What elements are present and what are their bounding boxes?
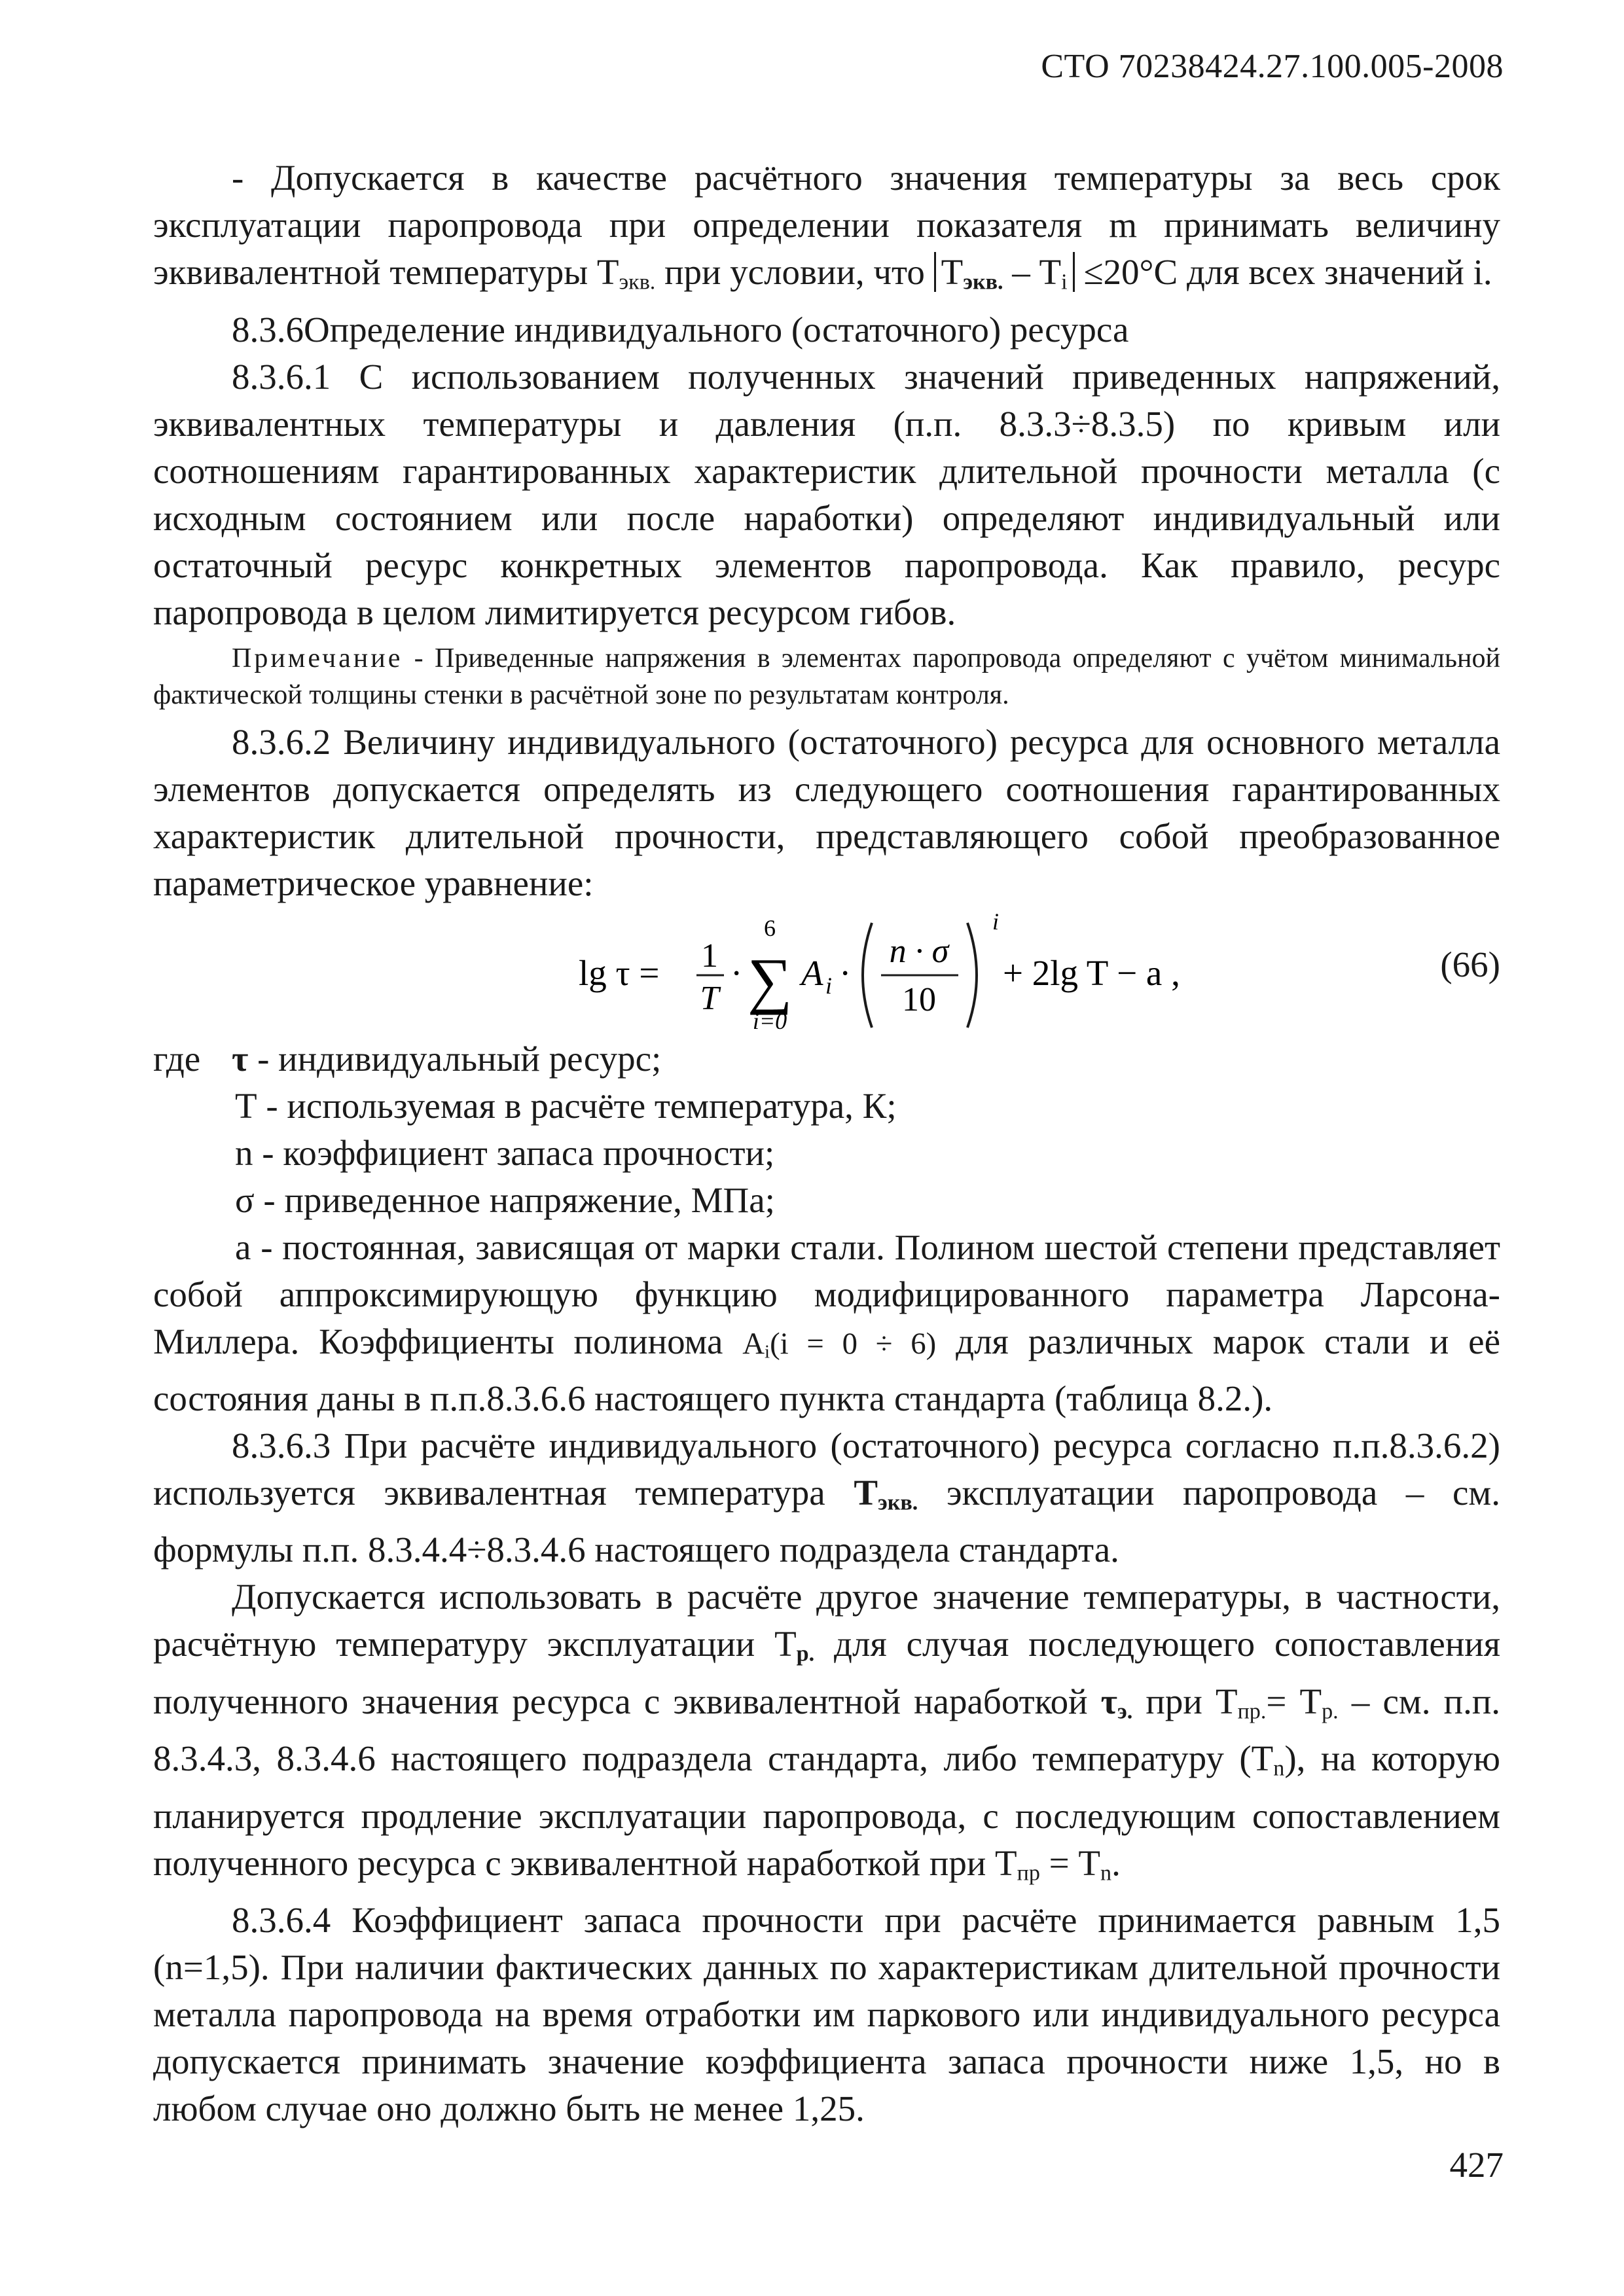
definition-t: Т - используемая в расчёте температура, К; (235, 1085, 897, 1126)
formula-dot-2: · (839, 952, 852, 993)
text-run: при условии, что (655, 252, 934, 292)
text-run: . (1111, 1842, 1121, 1883)
formula-exp: i (992, 910, 1000, 935)
formula-sum-top: 6 (764, 914, 776, 941)
note-text: - Приведенные напряжения в элементах паропровода определяют с учётом минимальной фактической толщины стенки в расчётной зоне по результатам контроля. (153, 643, 1500, 710)
subscript: n (1100, 1861, 1112, 1886)
subscript: р. (796, 1641, 815, 1666)
subscript: пр (1017, 1861, 1040, 1886)
left-paren-icon (863, 923, 872, 1028)
formula-sum-bot: i=0 (752, 1007, 787, 1034)
text-run: - индивидуальный ресурс; (248, 1038, 662, 1079)
paragraph-8-3-6-2: 8.3.6.2 Величину индивидуального (остаточного) ресурса для основного металла элементов допускается определять из следующего соотношения гарантированных характеристик длительной прочности, представляющего собой преобразованное параметрическое уравнение: (153, 721, 1500, 903)
text-run: a - постоянная, зависящая от марки стали. Полином шестой степени представляет собой аппроксимирующую функцию модифицированного параметра Ларсона-Миллера. Коэффициенты полинома (153, 1227, 1500, 1361)
paragraph-8-3-6-1: 8.3.6.1 С использованием полученных значений приведенных напряжений, эквивалентных температуры и давления (п.п. 8.3.3÷8.3.5) по кривым или соотношениям гарантированных характеристик длительной прочности металла (с исходным состоянием или после наработки) определяют индивидуальный или остаточный ресурс конкретных элементов паропровода. Как правило, ресурс паропровода в целом лимитируется ресурсом гибов. (153, 356, 1500, 632)
text-run: - Допускается в качестве расчётного значения температуры за весь срок эксплуатации паропровода при определении показателя m принимать величину эквивалентной температуры Т (153, 158, 1500, 292)
subscript: i (765, 1340, 770, 1362)
text-run: – Т (1003, 252, 1062, 292)
text-run: = Т (1039, 1842, 1101, 1883)
section-heading-8-3-6: 8.3.6Определение индивидуального (остаточного) ресурса (232, 309, 1129, 350)
subscript: пр. (1237, 1699, 1267, 1724)
page-number: 427 (1449, 2145, 1504, 2185)
formula-inner-num: n · σ (889, 932, 949, 970)
definition-sigma: σ - приведенное напряжение, МПа; (235, 1179, 775, 1220)
subscript: экв. (878, 1490, 918, 1515)
formula-66 (153, 911, 1500, 1035)
paragraph-alternative-temperature (153, 1573, 1500, 1897)
formula-frac-den: T (700, 979, 719, 1017)
formula-dot: · (731, 952, 743, 993)
paragraph-8-3-6-3 (153, 1422, 1500, 1574)
formula-inner-den: 10 (902, 980, 936, 1018)
right-paren-icon (967, 923, 977, 1028)
paragraph-8-3-6-4: 8.3.6.4 Коэффициент запаса прочности при расчёте принимается равным 1,5 (n=1,5). При наличии фактических данных по характеристикам длительной прочности металла паропровода на время отработки им паркового или индивидуального ресурса допускается принимать значение коэффициента запаса прочности ниже 1,5, но в любом случае оно должно быть не менее 1,25. (153, 1900, 1500, 2129)
subscript: экв. (963, 270, 1003, 295)
paragraph-equivalent-temperature (153, 154, 1500, 306)
subscript: э. (1117, 1699, 1133, 1724)
where-label: где (153, 1038, 201, 1079)
subscript: n (1273, 1756, 1285, 1781)
text-run: при Т (1132, 1681, 1238, 1721)
equation-number: (66) (1440, 944, 1500, 984)
page-body (153, 154, 1500, 2132)
formula-frac-num: 1 (701, 937, 718, 975)
text-run: Допускается использовать в расчёте другое значение температуры, в частности, расчётную температуру эксплуатации Т (153, 1577, 1500, 1664)
formula-svg (579, 911, 1364, 1035)
definition-tau (153, 1035, 1500, 1083)
subscript: i (1061, 270, 1068, 295)
text-run: эксплуатации паропровода – см. формулы п.п. 8.3.4.4÷8.3.4.6 настоящего подраздела стандарта. (153, 1472, 1500, 1570)
formula-lhs: lg τ = (579, 952, 660, 993)
text-run: для различных марок стали и её состояния даны в п.п.8.3.6.6 настоящего пункта стандарта (таблица 8.2.). (153, 1321, 1500, 1418)
definitions-list (153, 1035, 1500, 1422)
text-run: для случая последующего сопоставления полученного значения ресурса с эквивалентной наработкой (153, 1624, 1500, 1721)
text-run: ), на которую планируется продление эксплуатации паропровода, с последующим сопоставлением полученного ресурса с эквивалентной наработкой при Т (153, 1738, 1500, 1883)
definition-n: n - коэффициент запаса прочности; (235, 1132, 775, 1173)
formula-tail: + 2lg T − a , (1003, 952, 1180, 993)
formula-ai-sub: i (825, 972, 833, 999)
note-label: Примечание (232, 643, 403, 673)
text-run: (i = 0 ÷ 6) (770, 1326, 937, 1361)
subscript: р. (1322, 1699, 1339, 1724)
tau-symbol: τ (232, 1038, 249, 1079)
note-block (153, 640, 1500, 713)
text-run: 8.3.6.3 При расчёте индивидуального (остаточного) ресурса согласно п.п.8.3.6.2) используется эквивалентная температура (153, 1425, 1500, 1513)
text-run: Т (854, 1472, 878, 1513)
tau-symbol: τ (1100, 1681, 1118, 1721)
text-run: = Т (1266, 1681, 1322, 1721)
text-run: A (742, 1326, 765, 1361)
ai-expression (742, 1327, 936, 1361)
subscript: экв. (619, 270, 656, 295)
sum-icon: ∑ (747, 944, 793, 1015)
abs-expression (934, 252, 1075, 295)
text-run: Т (941, 252, 964, 292)
definition-a (153, 1224, 1500, 1422)
text-run: – см. п.п. 8.3.4.3, 8.3.4.6 настоящего подраздела стандарта, либо температуру (Т (153, 1681, 1500, 1779)
formula-ai: A (801, 952, 823, 993)
text-run: ≤20°С для всех значений i. (1074, 252, 1492, 292)
document-code-header: СТО 70238424.27.100.005-2008 (1041, 48, 1504, 85)
